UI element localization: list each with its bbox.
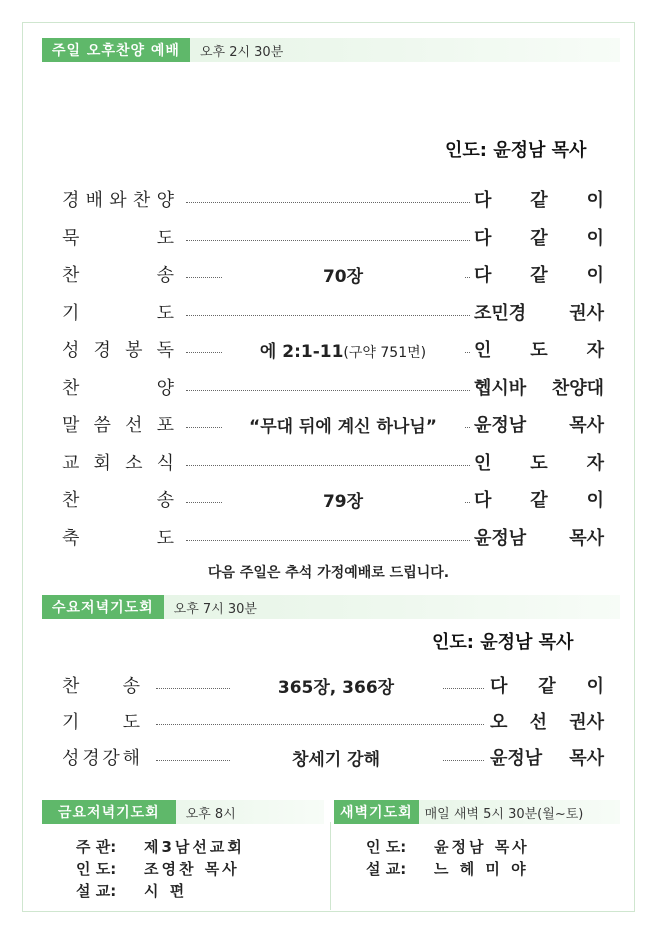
detail-row [76, 880, 187, 901]
order-item-label: 교 회 소 식 [62, 452, 174, 474]
order-item-detail-text: “무대 뒤에 계신 하나님” [249, 417, 437, 437]
order-item-person: 다 같 이 [474, 486, 604, 512]
order-item-detail-text: 에 2:1-11 [259, 342, 344, 362]
order-item-detail-text: 365장, 366장 [277, 678, 395, 698]
order-item-detail-note: (구약 751면) [343, 345, 427, 361]
order-item-detail-text: 79장 [322, 492, 364, 512]
order-item-label: 찬 양 [62, 377, 174, 399]
detail-key: 설 교: [366, 860, 407, 878]
leader-dots [156, 724, 484, 725]
order-item-detail [222, 262, 464, 287]
order-item-person: 헵시바 찬양대 [474, 374, 604, 400]
order-item-detail [230, 673, 442, 698]
wednesday-service-header [42, 595, 620, 619]
order-item-label: 축 도 [62, 527, 174, 549]
dawn-service-header [334, 800, 620, 824]
detail-key: 설 교: [76, 882, 117, 900]
order-item-person: 윤정남 목사 [474, 524, 604, 550]
wednesday-leader: 인도: 윤정남 목사 [432, 632, 574, 653]
order-item-person: 윤정남 목사 [474, 411, 604, 437]
order-item-person: 인 도 자 [474, 449, 604, 475]
order-item-person: 오 선 권사 [490, 708, 604, 734]
notice-text: 다음 주일은 추석 가정예배로 드립니다. [207, 565, 450, 581]
wednesday-service-title: 수요저녁기도회 [42, 595, 164, 619]
order-item-person: 다 같 이 [474, 261, 604, 287]
order-item-label: 찬 송 [62, 676, 140, 697]
detail-value: 제3남선교회 [144, 838, 245, 856]
order-item-label: 기 도 [62, 302, 174, 324]
friday-service-title: 금요저녁기도회 [42, 800, 176, 824]
detail-row [366, 858, 529, 879]
detail-value: 시 편 [144, 882, 188, 900]
leader-dots [186, 240, 470, 241]
detail-row [76, 858, 240, 879]
order-item-detail [230, 745, 442, 770]
order-item-label: 성 경 강 해 [62, 748, 140, 769]
order-item-label: 경 배 와 찬 양 [62, 190, 174, 211]
order-item-person: 인 도 자 [474, 336, 604, 362]
order-item-detail [222, 487, 464, 512]
detail-value: 느 헤 미 야 [434, 860, 529, 878]
order-item-detail-text: 창세기 강해 [291, 750, 381, 770]
order-item-detail [222, 412, 464, 437]
sunday-leader: 인도: 윤정남 목사 [445, 140, 587, 161]
dawn-service-title: 새벽기도회 [334, 800, 419, 824]
detail-row [366, 836, 530, 857]
order-item-person: 조민경 권사 [474, 299, 604, 325]
detail-value: 윤정남 목사 [434, 838, 530, 856]
order-item-person: 윤정남 목사 [490, 744, 604, 770]
order-item-label: 찬 송 [62, 490, 174, 511]
order-item-detail-text: 70장 [322, 267, 364, 287]
order-item-label: 말 씀 선 포 [62, 415, 174, 436]
sunday-service-title: 주일 오후찬양 예배 [42, 38, 190, 62]
column-divider [330, 822, 331, 910]
leader-dots [186, 540, 470, 541]
detail-value: 조영찬 목사 [144, 860, 240, 878]
order-item-label: 성 경 봉 독 [62, 340, 174, 361]
order-item-person: 다 같 이 [474, 186, 604, 212]
detail-key: 인 도: [366, 838, 407, 856]
order-item-detail [222, 337, 464, 362]
leader-dots [186, 315, 470, 316]
detail-key: 인 도: [76, 860, 117, 878]
friday-service-header [42, 800, 324, 824]
sunday-service-time: 오후 2시 30분 [199, 44, 284, 60]
leader-dots [186, 202, 470, 203]
friday-service-time: 오후 8시 [185, 806, 236, 822]
detail-row [76, 836, 245, 857]
detail-key: 주 관: [76, 838, 117, 856]
leader-dots [186, 390, 470, 391]
dawn-service-time: 매일 새벽 5시 30분(월~토) [424, 806, 584, 822]
order-item-label: 기 도 [62, 712, 140, 733]
wednesday-service-time: 오후 7시 30분 [173, 601, 257, 617]
order-item-person: 다 같 이 [490, 672, 604, 698]
leader-dots [186, 465, 470, 466]
sunday-service-header [42, 38, 620, 62]
order-item-person: 다 같 이 [474, 224, 604, 250]
order-item-label: 묵 도 [62, 227, 174, 249]
order-item-label: 찬 송 [62, 265, 174, 286]
